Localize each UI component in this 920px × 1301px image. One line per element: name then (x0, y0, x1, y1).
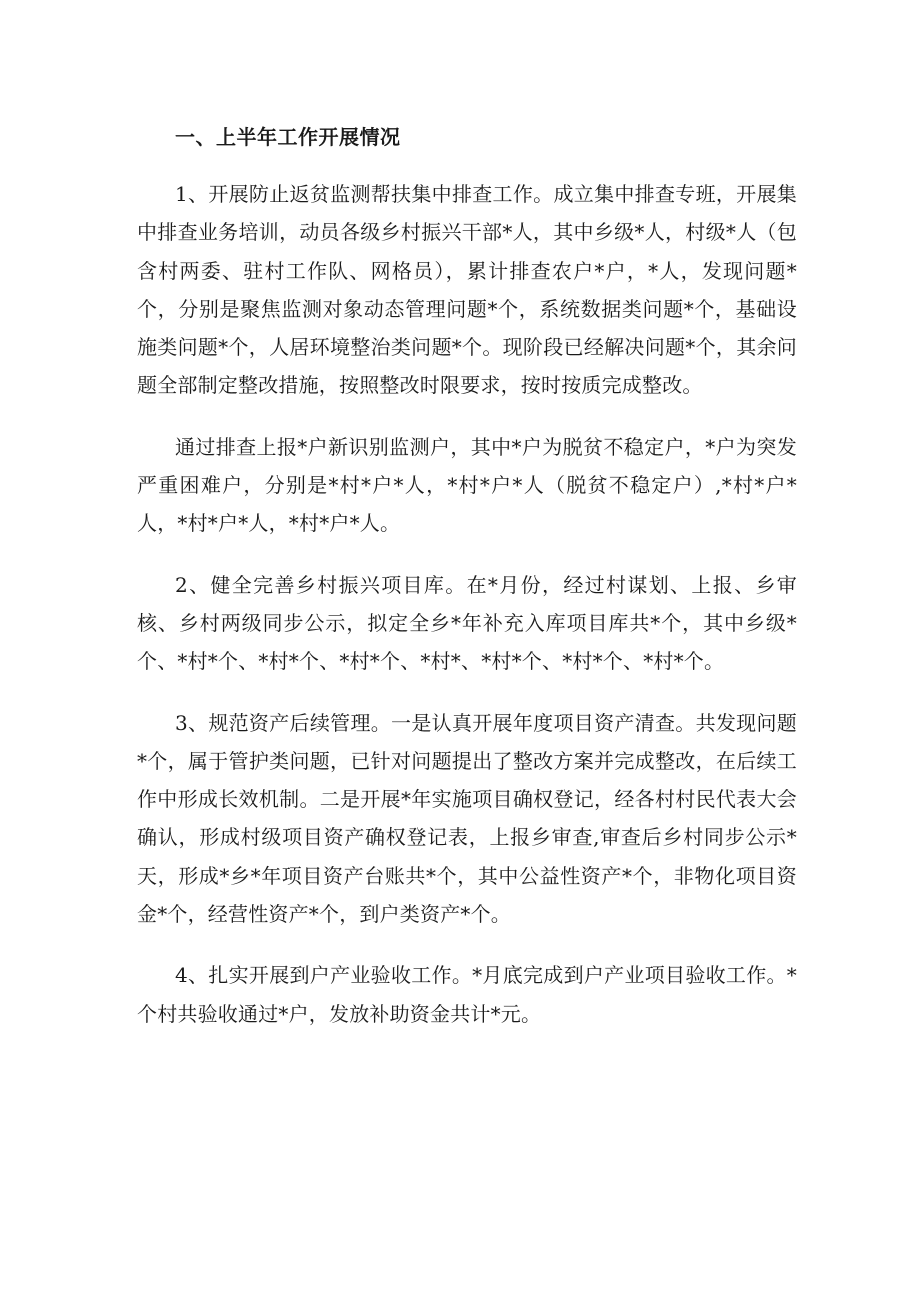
paragraph-new-monitored-households: 通过排查上报*户新识别监测户，其中*户为脱贫不稳定户，*户为突发严重困难户，分别是*村*户*人，*村*户*人（脱贫不稳定户）,*村*户*人，*村*户*人，*村*户*人。 (137, 434, 797, 536)
paragraph-poverty-monitoring: 1、开展防止返贫监测帮扶集中排查工作。成立集中排查专班，开展集中排查业务培训，动员各级乡村振兴干部*人，其中乡级*人，村级*人（包含村两委、驻村工作队、网格员），累计排查农户*户，*人，发现问题*个，分别是聚焦监测对象动态管理问题*个，系统数据类问题*个，基础设施类问题*个，人居环境整治类问题*个。现阶段已经解决问题*个，其余问题全部制定整改措施，按照整改时限要求，按时按质完成整改。 (137, 182, 797, 398)
document-page (137, 117, 797, 1056)
paragraph-asset-management: 3、规范资产后续管理。一是认真开展年度项目资产清查。共发现问题*个，属于管护类问题，已针对问题提出了整改方案并完成整改，在后续工作中形成长效机制。二是开展*年实施项目确权登记，经各村村民代表大会确认，形成村级项目资产确权登记表，上报乡审查,审查后乡村同步公示*天，形成*乡*年项目资产台账共*个，其中公益性资产*个，非物化项目资金*个，经营性资产*个，到户类资产*个。 (137, 710, 797, 927)
paragraph-project-library: 2、健全完善乡村振兴项目库。在*月份，经过村谋划、上报、乡审核、乡村两级同步公示，拟定全乡*年补充入库项目库共*个，其中乡级*个、*村*个、*村*个、*村*个、*村*、*村*个、*村*个、*村*个。 (137, 572, 797, 674)
paragraph-industry-acceptance: 4、扎实开展到户产业验收工作。*月底完成到户产业项目验收工作。*个村共验收通过*户，发放补助资金共计*元。 (137, 963, 797, 1026)
section-title: 一、上半年工作开展情况 (175, 125, 401, 149)
